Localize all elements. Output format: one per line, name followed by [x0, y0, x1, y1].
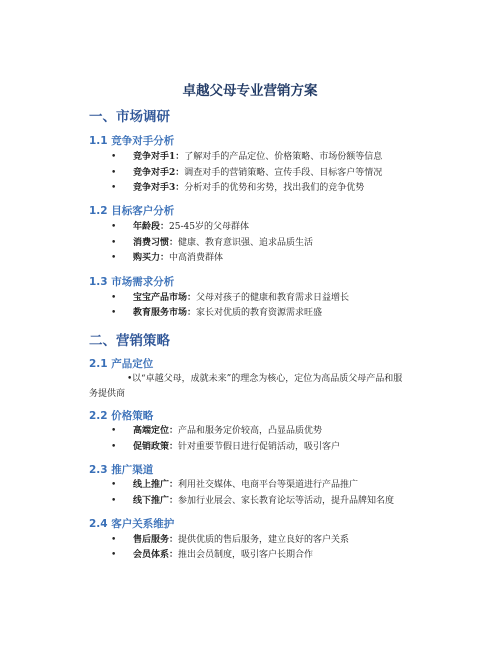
- item-label: 竞争对手2：: [133, 168, 185, 178]
- item-text: 参加行业展会、家长教育论坛等活动，提升品牌知名度: [178, 496, 395, 506]
- paragraph-product-positioning: [89, 372, 434, 402]
- bullet-icon: •: [111, 550, 117, 560]
- item-text: 健康、教育意识强、追求品质生活: [178, 238, 314, 248]
- bullet-icon: •: [111, 253, 117, 263]
- section-heading-marketing-strategy: 二、营销策略: [89, 333, 170, 349]
- item-text: 利用社交媒体、电商平台等渠道进行产品推广: [178, 480, 359, 490]
- bullet-icon: •: [111, 535, 117, 545]
- item-text: 分析对手的优势和劣势，找出我们的竞争优势: [184, 183, 365, 193]
- subsection-heading-pricing-strategy: 2.2 价格策略: [89, 410, 154, 422]
- bullet-icon: •: [111, 168, 117, 178]
- bullet-icon: •: [111, 183, 117, 193]
- item-text: 调查对手的营销策略、宣传手段、目标客户等情况: [184, 168, 383, 178]
- subsection-heading-competitor-analysis: 1.1 竞争对手分析: [89, 135, 175, 147]
- document-title: 卓越父母专业营销方案: [182, 83, 318, 99]
- bullet-icon: •: [127, 374, 133, 384]
- subsection-heading-target-customers: 1.2 目标客户分析: [89, 205, 175, 217]
- item-label: 年龄段：: [133, 222, 170, 232]
- bullet-icon: •: [111, 222, 117, 232]
- paragraph-line: 以“卓越父母，成就未来”的理念为核心，定位为高品质父母产品和服: [132, 374, 403, 384]
- item-label: 线上推广：: [133, 480, 179, 490]
- bullet-icon: •: [111, 293, 117, 303]
- bullet-icon: •: [111, 480, 117, 490]
- item-text: 父母对孩子的健康和教育需求日益增长: [196, 293, 350, 303]
- item-label: 线下推广：: [133, 496, 179, 506]
- item-label: 竞争对手1：: [133, 152, 185, 162]
- item-text: 提供优质的售后服务，建立良好的客户关系: [178, 535, 350, 545]
- item-label: 售后服务：: [133, 535, 179, 545]
- item-label: 宝宝产品市场：: [133, 293, 197, 303]
- bullet-icon: •: [111, 152, 117, 162]
- bullet-icon: •: [111, 426, 117, 436]
- item-label: 高端定位：: [133, 426, 179, 436]
- bullet-icon: •: [111, 496, 117, 506]
- section-heading-market-research: 一、市场调研: [89, 109, 170, 125]
- paragraph-line: 务提供商: [89, 389, 126, 399]
- item-label: 促销政策：: [133, 442, 179, 452]
- item-text: 了解对手的产品定位、价格策略、市场份额等信息: [184, 152, 383, 162]
- subsection-heading-customer-relations: 2.4 客户关系维护: [89, 518, 175, 530]
- item-text: 25-45岁的父母群体: [169, 222, 249, 232]
- bullet-icon: •: [111, 308, 117, 318]
- item-text: 推出会员制度，吸引客户长期合作: [178, 550, 314, 560]
- item-text: 家长对优质的教育资源需求旺盛: [196, 308, 323, 318]
- subsection-heading-market-demand: 1.3 市场需求分析: [89, 276, 175, 288]
- item-label: 购买力：: [133, 253, 170, 263]
- bullet-icon: •: [111, 442, 117, 452]
- subsection-heading-promotion-channels: 2.3 推广渠道: [89, 464, 154, 476]
- item-label: 消费习惯：: [133, 238, 179, 248]
- bullet-icon: •: [111, 238, 117, 248]
- item-text: 针对重要节假日进行促销活动，吸引客户: [178, 442, 341, 452]
- item-text: 中高消费群体: [169, 253, 224, 263]
- item-label: 会员体系：: [133, 550, 179, 560]
- item-label: 教育服务市场：: [133, 308, 197, 318]
- subsection-heading-product-positioning: 2.1 产品定位: [89, 358, 154, 370]
- item-label: 竞争对手3：: [133, 183, 185, 193]
- item-text: 产品和服务定价较高，凸显品质优势: [178, 426, 323, 436]
